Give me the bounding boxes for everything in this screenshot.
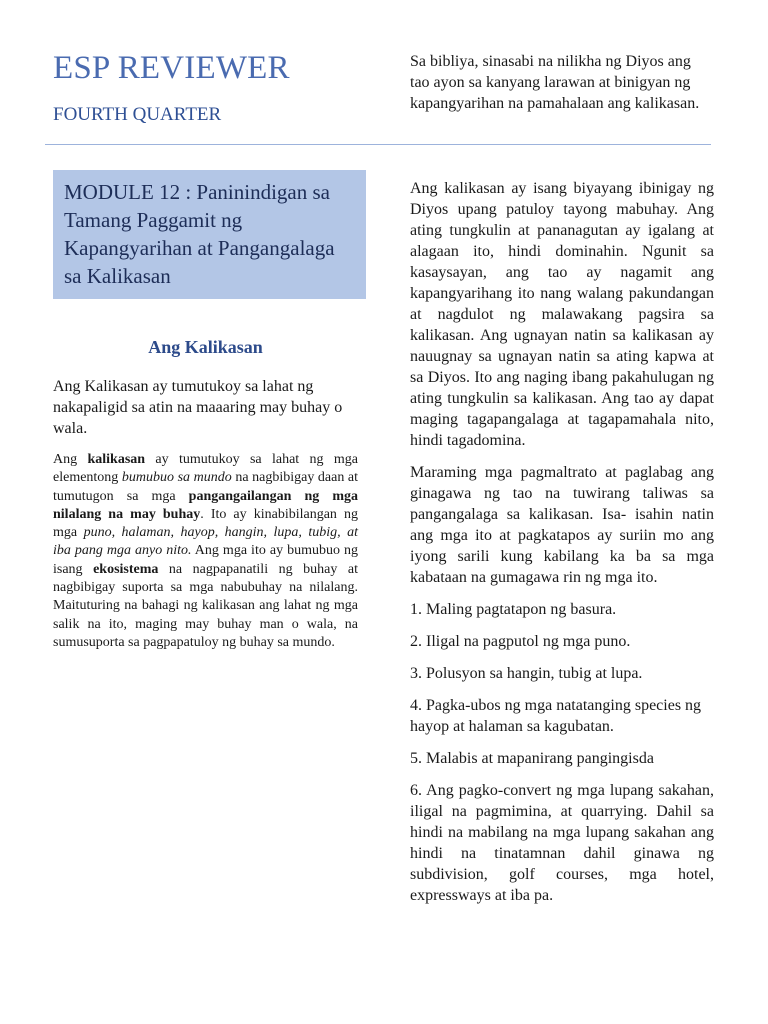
detail-text: Ang mga ito ay bumubuo ng isang xyxy=(53,543,358,577)
document-title: ESP REVIEWER xyxy=(53,50,290,86)
list-item: 4. Pagka-ubos ng mga natatanging species ng hayop at halaman sa kagubatan. xyxy=(410,697,702,735)
detail-text: . Ito ay kinabibilangan ng mga xyxy=(53,506,358,541)
detail-bold-term: ekosistema xyxy=(93,561,159,577)
detail-text: ay tumutukoy sa lahat ng mga elementong xyxy=(53,452,358,486)
list-item: 6. Ang pagko-convert ng mga lupang sakahan, iligal na pagmimina, at quarrying. Dahil sa hindi na mabilang na mga lupang sakahan ang hindi na tinatamnan dahil ginawa ng subdivision, golf courses, mga hotel, expressways at iba pa. xyxy=(410,782,714,904)
detail-paragraph xyxy=(53,451,358,652)
detail-bold-term: pangangailangan ng mga nilalang na may buhay xyxy=(53,488,358,522)
list-item: 1. Maling pagtatapon ng basura. xyxy=(410,601,617,618)
body-paragraph-1: Ang kalikasan ay isang biyayang ibinigay ng Diyos upang patuloy tayong mabuhay. Ang ating tungkulin at pananagutan ay igalang at alagaan ito, hindi dominahin. Ngunit sa kasaysayan, ang tao ay nagamit ang kapangyarihang ito nang walang pakundangan at nagdulot ng malawakang pagsira sa kalikasan. Ang ugnayan natin sa kalikasan ay nauugnay sa ugnayan natin sa ating kapwa at sa Diyos. Ito ang naging ibang pakahulugan ng ating tungkulin sa kalikasan. Ang tao ay dapat maging tagapangalaga at tagapamahala nito, hindi tagadomina. xyxy=(410,180,714,449)
detail-bold-term: kalikasan xyxy=(87,452,146,467)
right-top-block xyxy=(410,51,714,114)
module-title-box: MODULE 12 : Paninindigan sa Tamang Paggamit ng Kapangyarihan at Pangangalaga sa Kalikasan xyxy=(53,170,366,299)
body-paragraph-2: Maraming mga pagmaltrato at paglabag ang ginagawa ng tao na tuwirang taliwas sa pangangalaga sa kalikasan. Isa- isahin natin ang mga ito at pagkatapos ay suriin mo ang iyong sarili kung kabilang ka ba sa mga kabataan na gumagawa rin ng mga ito. xyxy=(410,464,714,586)
list-item: 3. Polusyon sa hangin, tubig at lupa. xyxy=(410,665,643,682)
right-column xyxy=(410,178,714,917)
document-subtitle: FOURTH QUARTER xyxy=(53,104,222,125)
detail-text: Ang xyxy=(53,452,88,467)
header-divider xyxy=(45,144,711,145)
detail-italic-term: puno, halaman, hayop, hangin, lupa, tubig, at iba pang mga anyo nito. xyxy=(53,525,358,559)
bible-paragraph: Sa bibliya, sinasabi na nilikha ng Diyos ang tao ayon sa kanyang larawan at binigyan ng kapangyarihan na pamahalaan ang kalikasan. xyxy=(410,53,700,112)
intro-paragraph: Ang Kalikasan ay tumutukoy sa lahat ng nakapaligid sa atin na maaaring may buhay o wala. xyxy=(53,378,343,437)
list-item: 2. Iligal na pagputol ng mga puno. xyxy=(410,633,631,650)
detail-italic-term: bumubuo sa mundo xyxy=(121,470,232,486)
left-column xyxy=(53,170,358,652)
detail-text: na nagpapanatili ng buhay at nagbibigay suporta sa mga nabubuhay na nilalang. Maituturing na bahagi ng kalikasan ang lahat ng mga salik na ito, maging may buhay man o wala, na sumusuporta sa pagpapatuloy ng buhay sa mundo. xyxy=(53,561,358,650)
section-heading: Ang Kalikasan xyxy=(148,337,263,357)
list-item: 5. Malabis at mapanirang pangingisda xyxy=(410,750,654,767)
detail-text: na nagbibigay daan at tumutugon sa mga xyxy=(53,470,359,504)
